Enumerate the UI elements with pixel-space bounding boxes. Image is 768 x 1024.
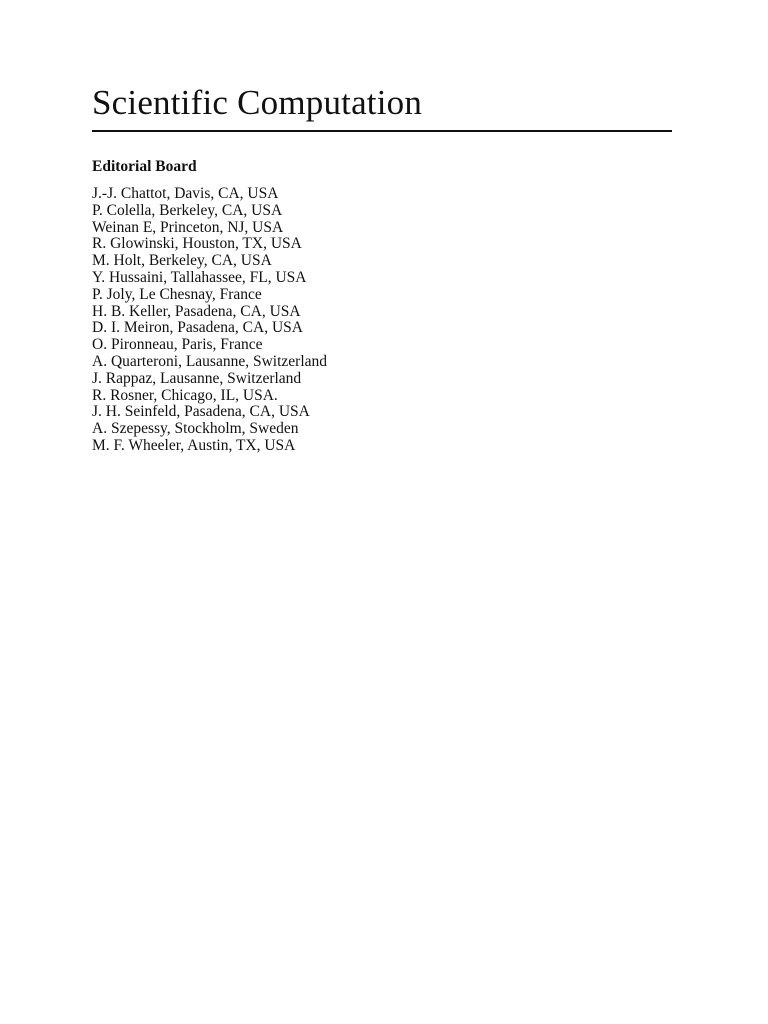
board-member: A. Szepessy, Stockholm, Sweden — [92, 420, 299, 438]
board-member: R. Glowinski, Houston, TX, USA — [92, 235, 302, 253]
board-member: Y. Hussaini, Tallahassee, FL, USA — [92, 268, 307, 286]
board-member: A. Quarteroni, Lausanne, Switzerland — [92, 352, 328, 370]
board-member: J. H. Seinfeld, Pasadena, CA, USA — [92, 403, 310, 421]
editorial-board-list — [92, 186, 672, 455]
board-member: J. Rappaz, Lausanne, Switzerland — [92, 369, 302, 387]
board-member: Weinan E, Princeton, NJ, USA — [92, 218, 284, 236]
editorial-board-heading: Editorial Board — [92, 158, 197, 175]
board-member: P. Joly, Le Chesnay, France — [92, 285, 262, 303]
document-page — [92, 84, 672, 455]
board-member: M. F. Wheeler, Austin, TX, USA — [92, 436, 296, 454]
series-title: Scientific Computation — [92, 83, 423, 122]
board-member: R. Rosner, Chicago, IL, USA. — [92, 386, 278, 404]
board-member: H. B. Keller, Pasadena, CA, USA — [92, 302, 301, 320]
board-member: M. Holt, Berkeley, CA, USA — [92, 252, 272, 270]
title-rule — [92, 130, 672, 132]
board-member: D. I. Meiron, Pasadena, CA, USA — [92, 319, 303, 337]
board-member: P. Colella, Berkeley, CA, USA — [92, 201, 283, 219]
board-member: O. Pironneau, Paris, France — [92, 336, 263, 354]
board-member: J.-J. Chattot, Davis, CA, USA — [92, 185, 279, 202]
